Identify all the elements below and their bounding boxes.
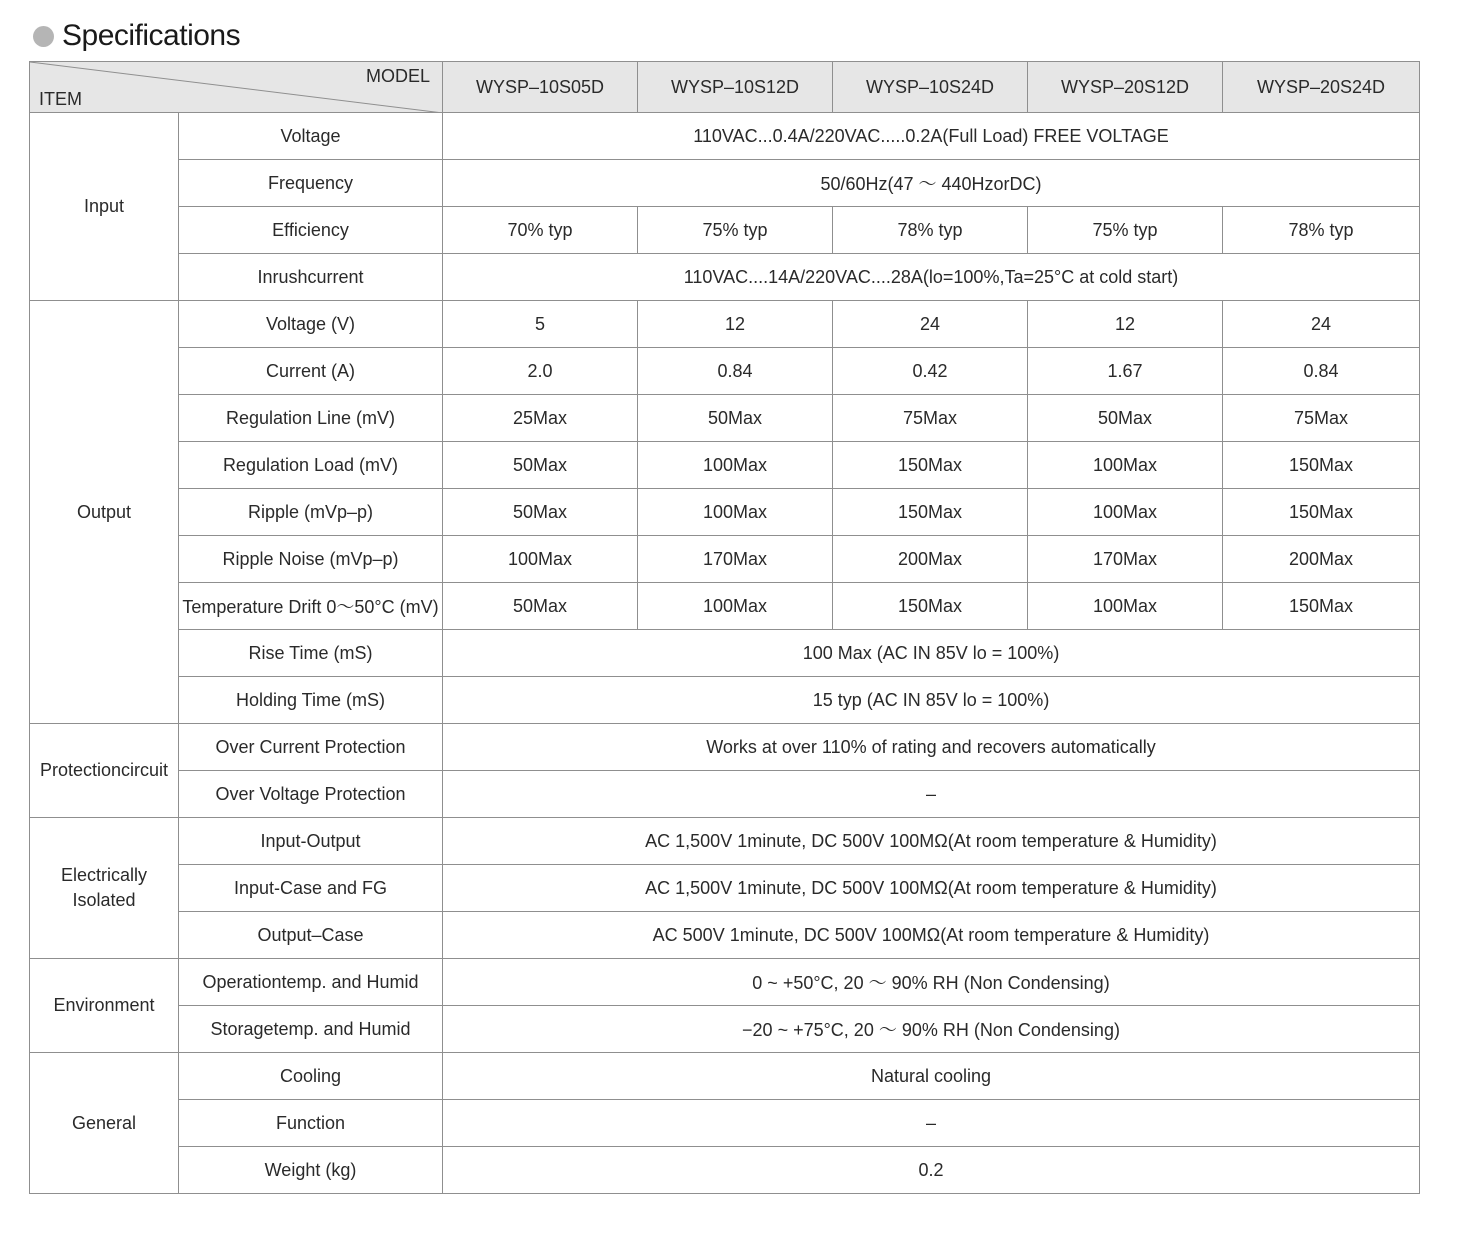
value-cell: 100Max [638, 442, 833, 489]
value-cell: 100Max [443, 536, 638, 583]
spanning-value-cell: – [443, 771, 1420, 818]
value-cell: 25Max [443, 395, 638, 442]
category-cell-input: Input [30, 113, 179, 301]
item-label-cell: Frequency [179, 160, 443, 207]
table-row [30, 630, 1420, 677]
value-cell: 5 [443, 301, 638, 348]
value-cell: 100Max [638, 489, 833, 536]
table-row [30, 1006, 1420, 1053]
bullet-icon [33, 26, 54, 47]
value-cell: 0.84 [638, 348, 833, 395]
table-row [30, 959, 1420, 1006]
spanning-value-cell: −20 ~ +75°C, 20 〜 90% RH (Non Condensing) [443, 1006, 1420, 1053]
value-cell: 170Max [1028, 536, 1223, 583]
table-row [30, 677, 1420, 724]
value-cell: 150Max [833, 583, 1028, 630]
table-row [30, 771, 1420, 818]
item-label-cell: Output–Case [179, 912, 443, 959]
spanning-value-cell: 15 typ (AC IN 85V lo = 100%) [443, 677, 1420, 724]
value-cell: 0.42 [833, 348, 1028, 395]
table-row [30, 1100, 1420, 1147]
item-label-cell: Weight (kg) [179, 1147, 443, 1194]
table-row [30, 1053, 1420, 1100]
item-label-cell: Ripple Noise (mVp–p) [179, 536, 443, 583]
value-cell: 78% typ [833, 207, 1028, 254]
table-row [30, 395, 1420, 442]
item-label-cell: Inrushcurrent [179, 254, 443, 301]
spanning-value-cell: AC 1,500V 1minute, DC 500V 100MΩ(At room temperature & Humidity) [443, 865, 1420, 912]
spanning-value-cell: AC 500V 1minute, DC 500V 100MΩ(At room temperature & Humidity) [443, 912, 1420, 959]
category-cell-protectioncircuit: Protectioncircuit [30, 724, 179, 818]
item-label-cell: Operationtemp. and Humid [179, 959, 443, 1006]
value-cell: 12 [638, 301, 833, 348]
value-cell: 0.84 [1223, 348, 1420, 395]
table-row [30, 160, 1420, 207]
category-cell-general: General [30, 1053, 179, 1194]
category-line: Electrically [60, 865, 148, 885]
item-label-cell: Voltage [179, 113, 443, 160]
value-cell: 75Max [833, 395, 1028, 442]
table-row [30, 1147, 1420, 1194]
item-label-cell: Current (A) [179, 348, 443, 395]
corner-header-cell [30, 62, 443, 113]
table-row [30, 207, 1420, 254]
spanning-value-cell: 110VAC...0.4A/220VAC.....0.2A(Full Load) FREE VOLTAGE [443, 113, 1420, 160]
header-row [30, 62, 1420, 113]
item-label-cell: Rise Time (mS) [179, 630, 443, 677]
item-corner-label: ITEM [39, 89, 82, 109]
table-row [30, 489, 1420, 536]
model-header: WYSP–20S24D [1223, 62, 1420, 113]
table-row [30, 724, 1420, 771]
table-row [30, 818, 1420, 865]
table-row [30, 536, 1420, 583]
value-cell: 100Max [638, 583, 833, 630]
item-label-cell: Cooling [179, 1053, 443, 1100]
spanning-value-cell: 50/60Hz(47 〜 440HzorDC) [443, 160, 1420, 207]
table-row [30, 442, 1420, 489]
item-label-cell: Temperature Drift 0〜50°C (mV) [179, 583, 443, 630]
item-label-cell: Input-Case and FG [179, 865, 443, 912]
spanning-value-cell: Works at over 110% of rating and recovers automatically [443, 724, 1420, 771]
category-line: Isolated [72, 890, 136, 910]
item-label-cell: Over Voltage Protection [179, 771, 443, 818]
spanning-value-cell: 100 Max (AC IN 85V lo = 100%) [443, 630, 1420, 677]
spanning-value-cell: 0.2 [443, 1147, 1420, 1194]
item-label-cell: Ripple (mVp–p) [179, 489, 443, 536]
value-cell: 50Max [443, 583, 638, 630]
item-label-cell: Function [179, 1100, 443, 1147]
value-cell: 12 [1028, 301, 1223, 348]
value-cell: 50Max [443, 442, 638, 489]
page-title: Specifications [62, 19, 241, 52]
value-cell: 24 [1223, 301, 1420, 348]
model-header: WYSP–20S12D [1028, 62, 1223, 113]
item-label-cell: Input-Output [179, 818, 443, 865]
value-cell: 150Max [1223, 442, 1420, 489]
value-cell: 24 [833, 301, 1028, 348]
spanning-value-cell: AC 1,500V 1minute, DC 500V 100MΩ(At room temperature & Humidity) [443, 818, 1420, 865]
value-cell: 2.0 [443, 348, 638, 395]
item-label-cell: Storagetemp. and Humid [179, 1006, 443, 1053]
table-row [30, 912, 1420, 959]
value-cell: 50Max [443, 489, 638, 536]
table-row [30, 254, 1420, 301]
spanning-value-cell: 110VAC....14A/220VAC....28A(lo=100%,Ta=25°C at cold start) [443, 254, 1420, 301]
item-label-cell: Efficiency [179, 207, 443, 254]
value-cell: 150Max [833, 489, 1028, 536]
model-header: WYSP–10S12D [638, 62, 833, 113]
value-cell: 50Max [638, 395, 833, 442]
item-label-cell: Over Current Protection [179, 724, 443, 771]
value-cell: 1.67 [1028, 348, 1223, 395]
item-label-cell: Regulation Load (mV) [179, 442, 443, 489]
item-label-cell: Holding Time (mS) [179, 677, 443, 724]
value-cell: 150Max [1223, 489, 1420, 536]
value-cell: 70% typ [443, 207, 638, 254]
value-cell: 200Max [833, 536, 1028, 583]
value-cell: 100Max [1028, 489, 1223, 536]
value-cell: 50Max [1028, 395, 1223, 442]
specifications-table [29, 61, 1420, 1194]
value-cell: 75% typ [638, 207, 833, 254]
value-cell: 150Max [1223, 583, 1420, 630]
category-cell-environment: Environment [30, 959, 179, 1053]
spanning-value-cell: – [443, 1100, 1420, 1147]
item-label-cell: Voltage (V) [179, 301, 443, 348]
table-row [30, 301, 1420, 348]
section-heading [33, 14, 240, 58]
category-cell-electrically-isolated [30, 818, 179, 959]
value-cell: 150Max [833, 442, 1028, 489]
value-cell: 75Max [1223, 395, 1420, 442]
value-cell: 100Max [1028, 442, 1223, 489]
value-cell: 78% typ [1223, 207, 1420, 254]
table-row [30, 583, 1420, 630]
model-corner-label: MODEL [365, 66, 430, 86]
model-header: WYSP–10S24D [833, 62, 1028, 113]
table-row [30, 113, 1420, 160]
category-cell-output: Output [30, 301, 179, 724]
value-cell: 75% typ [1028, 207, 1223, 254]
spanning-value-cell: Natural cooling [443, 1053, 1420, 1100]
spanning-value-cell: 0 ~ +50°C, 20 〜 90% RH (Non Condensing) [443, 959, 1420, 1006]
model-header: WYSP–10S05D [443, 62, 638, 113]
value-cell: 100Max [1028, 583, 1223, 630]
value-cell: 170Max [638, 536, 833, 583]
table-row [30, 865, 1420, 912]
table-row [30, 348, 1420, 395]
value-cell: 200Max [1223, 536, 1420, 583]
item-label-cell: Regulation Line (mV) [179, 395, 443, 442]
